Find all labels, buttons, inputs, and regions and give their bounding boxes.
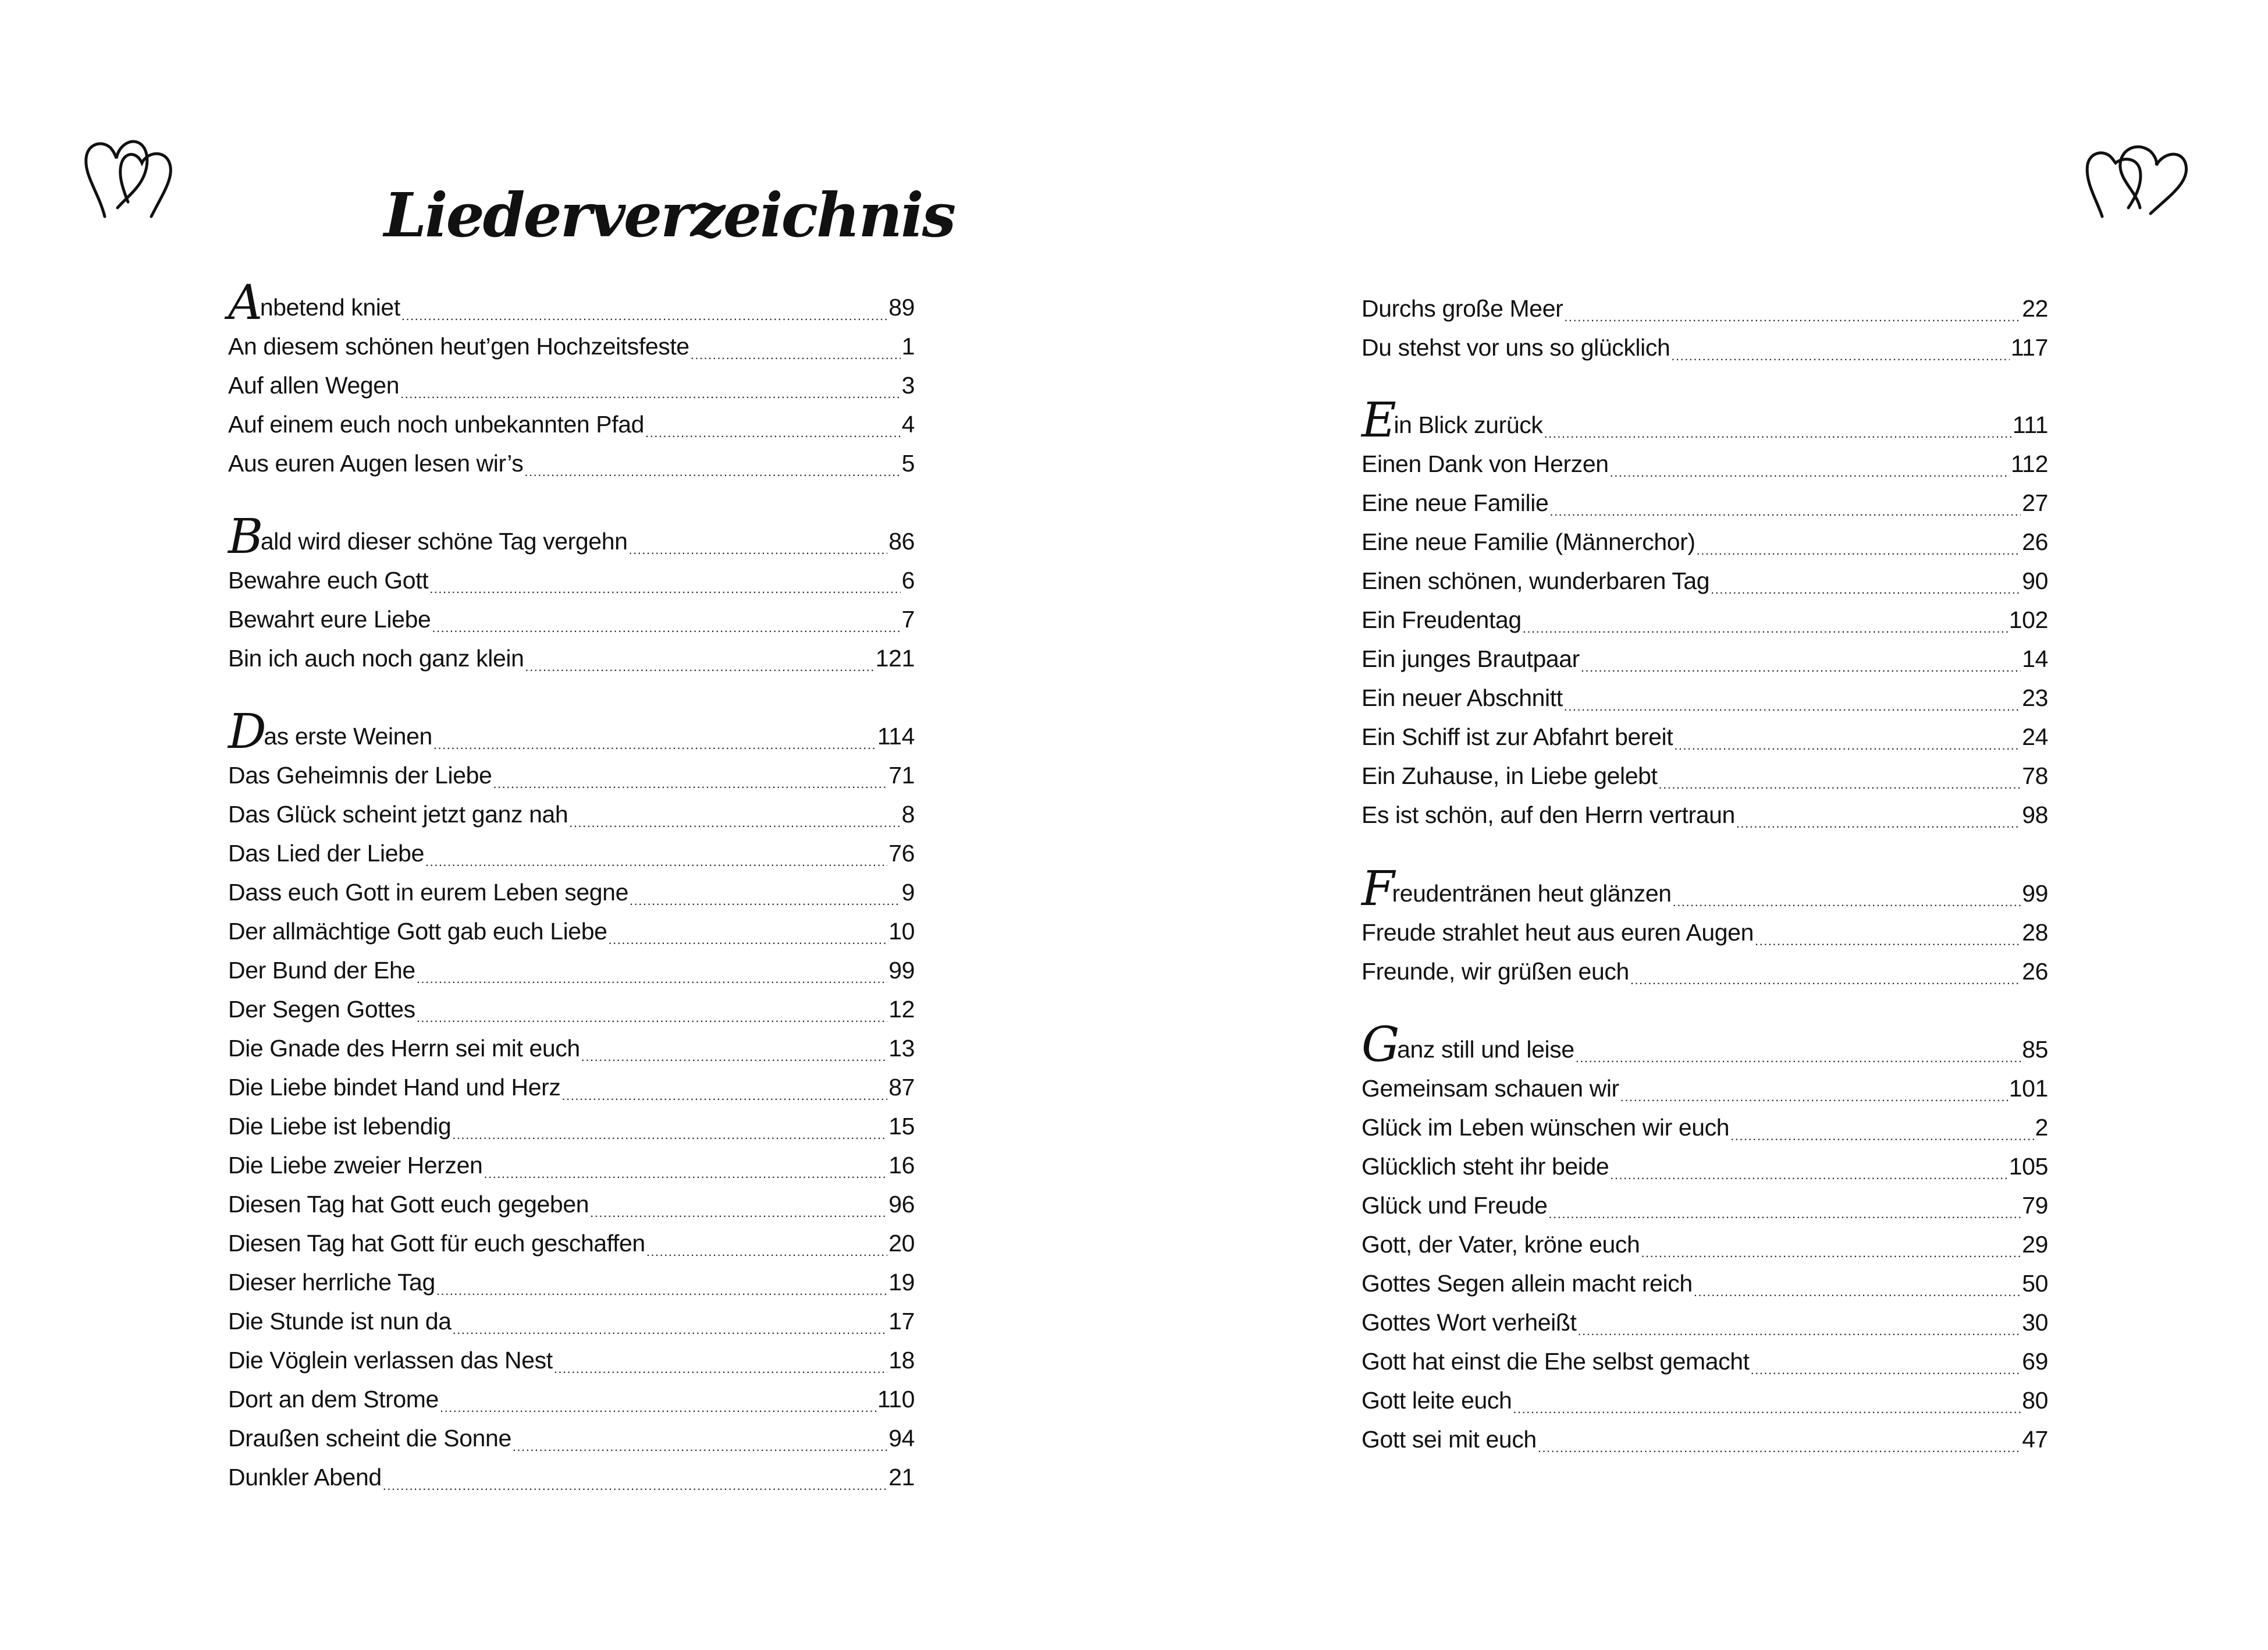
entry-title: Freude strahlet heut aus euren Augen — [1361, 919, 1754, 946]
page-number: 94 — [888, 1425, 915, 1452]
entry-title: An diesem schönen heut’gen Hochzeitsfeste — [228, 333, 689, 360]
entry-title-rest: anz still und leise — [1397, 1036, 1574, 1063]
entry-title: Ein junges Brautpaar — [1361, 645, 1580, 672]
entry-title: Gottes Wort verheißt — [1361, 1309, 1577, 1336]
entry-title: Das Lied der Liebe — [228, 840, 424, 867]
dot-leader — [569, 799, 900, 829]
entry-title: Auf einem euch noch unbekannten Pfad — [228, 411, 645, 438]
page-number: 90 — [2022, 567, 2048, 594]
toc-entry[interactable] — [228, 1297, 915, 1336]
page-number: 80 — [2022, 1387, 2048, 1414]
entry-title: Der allmächtige Gott gab euch Liebe — [228, 918, 607, 945]
toc-entry[interactable] — [1361, 518, 2048, 557]
dot-leader — [1730, 1112, 2034, 1142]
dot-leader — [401, 292, 887, 322]
toc-entry[interactable] — [228, 361, 915, 400]
entry-title: Diesen Tag hat Gott euch gegeben — [228, 1191, 589, 1218]
dot-leader — [524, 448, 900, 478]
dot-leader — [1674, 722, 2021, 752]
toc-entry[interactable] — [228, 1453, 915, 1492]
page-number: 7 — [901, 606, 915, 633]
toc-section — [1361, 861, 2048, 987]
page-number: 47 — [2022, 1426, 2048, 1453]
toc-entry[interactable] — [1361, 948, 2048, 987]
entry-title-rest: ald wird dieser schöne Tag vergehn — [260, 528, 628, 555]
toc-entry[interactable] — [228, 1336, 915, 1375]
toc-entry[interactable] — [228, 1180, 915, 1219]
toc-entry[interactable] — [228, 1414, 915, 1453]
page-number: 30 — [2022, 1309, 2048, 1336]
toc-entry[interactable] — [1361, 596, 2048, 635]
dot-leader — [1577, 1307, 2021, 1337]
toc-entry[interactable] — [228, 1258, 915, 1297]
toc-entry[interactable] — [1361, 1259, 2048, 1298]
double-hearts-icon — [81, 135, 198, 222]
entry-title — [1361, 393, 1543, 448]
page-number: 29 — [2022, 1231, 2048, 1258]
dot-leader — [513, 1423, 887, 1453]
page-number: 69 — [2022, 1348, 2048, 1375]
page-number: 99 — [2022, 880, 2048, 907]
dot-leader — [493, 760, 887, 790]
entry-title: Gott hat einst die Ehe selbst gemacht — [1361, 1348, 1750, 1375]
dot-leader — [1544, 410, 2011, 440]
entry-title: Die Stunde ist nun da — [228, 1308, 452, 1335]
entry-title: Durchs große Meer — [1361, 295, 1563, 322]
entry-title — [1361, 861, 1672, 917]
entry-title: Gott leite euch — [1361, 1387, 1512, 1414]
dot-leader — [629, 526, 888, 556]
page-number: 78 — [2022, 762, 2048, 789]
dot-leader — [425, 838, 887, 868]
entry-title: Draußen scheint die Sonne — [228, 1425, 511, 1452]
toc-entry[interactable] — [228, 985, 915, 1024]
entry-title-rest: as erste Weinen — [264, 723, 432, 750]
page-number: 20 — [888, 1230, 915, 1257]
toc-entry[interactable] — [1361, 1415, 2048, 1454]
entry-title — [1361, 1017, 1574, 1073]
toc-entry[interactable] — [1361, 861, 2048, 917]
toc-entry[interactable] — [228, 1063, 915, 1102]
toc-entry[interactable] — [1361, 393, 2048, 448]
toc-entry[interactable] — [228, 868, 915, 907]
drop-cap: E — [1361, 393, 1396, 448]
page-number: 1 — [901, 333, 915, 360]
page-number: 79 — [2022, 1192, 2048, 1219]
entry-title: Das Glück scheint jetzt ganz nah — [228, 801, 568, 828]
entry-title-rest: reudentränen heut glänzen — [1392, 880, 1672, 907]
entry-title: Gemeinsam schauen wir — [1361, 1075, 1619, 1102]
dot-leader — [440, 1384, 876, 1414]
entry-title: Dieser herrliche Tag — [228, 1269, 435, 1296]
entry-title: Die Liebe zweier Herzen — [228, 1152, 483, 1179]
entry-title: Ein Freudentag — [1361, 606, 1522, 633]
dot-leader — [1564, 683, 2021, 713]
toc-entry[interactable] — [1361, 635, 2048, 674]
entry-title: Auf allen Wegen — [228, 372, 400, 399]
dot-leader — [1549, 488, 2021, 518]
drop-cap: G — [1361, 1017, 1400, 1073]
toc-entry[interactable] — [228, 704, 915, 760]
entry-title: Die Liebe bindet Hand und Herz — [228, 1074, 561, 1101]
page-number: 114 — [877, 723, 915, 750]
entry-title: Ein Schiff ist zur Abfahrt bereit — [1361, 723, 1673, 750]
toc-entry[interactable] — [1361, 479, 2048, 518]
toc-entry[interactable] — [228, 275, 915, 331]
double-hearts-icon — [2082, 135, 2198, 222]
page-number: 28 — [2022, 919, 2048, 946]
page-number: 14 — [2022, 645, 2048, 672]
entry-title: Einen Dank von Herzen — [1361, 450, 1609, 477]
dot-leader — [417, 994, 887, 1024]
page-number: 9 — [901, 879, 915, 906]
dot-leader — [1523, 605, 2008, 635]
entry-title-rest: in Blick zurück — [1393, 411, 1543, 438]
toc-entry[interactable] — [1361, 1142, 2048, 1181]
page-number: 2 — [2035, 1114, 2048, 1141]
toc-entry[interactable] — [1361, 1103, 2048, 1142]
entry-title: Glücklich steht ihr beide — [1361, 1153, 1609, 1180]
dot-leader — [400, 370, 900, 400]
toc-entry[interactable] — [228, 1024, 915, 1063]
toc-entry[interactable] — [228, 1375, 915, 1414]
drop-cap: D — [228, 704, 266, 760]
page-number: 98 — [2022, 801, 2048, 828]
dot-leader — [581, 1033, 887, 1063]
entry-title: Glück und Freude — [1361, 1192, 1548, 1219]
dot-leader — [1564, 293, 2021, 324]
entry-title: Das Geheimnis der Liebe — [228, 762, 492, 789]
page-number: 16 — [888, 1152, 915, 1179]
dot-leader — [432, 604, 900, 634]
page-number: 21 — [888, 1464, 915, 1491]
toc-entry[interactable] — [228, 946, 915, 985]
entry-title: Der Segen Gottes — [228, 996, 415, 1023]
page-number: 5 — [901, 450, 915, 477]
page-number: 26 — [2022, 528, 2048, 555]
toc-entry[interactable] — [1361, 1376, 2048, 1415]
page-number: 23 — [2022, 684, 2048, 711]
dot-leader — [525, 643, 874, 673]
dot-leader — [554, 1345, 887, 1375]
entry-title: Bewahre euch Gott — [228, 567, 429, 594]
entry-title: Es ist schön, auf den Herrn vertraun — [1361, 801, 1735, 828]
entry-title: Gott, der Vater, kröne euch — [1361, 1231, 1640, 1258]
entry-title: Gott sei mit euch — [1361, 1426, 1537, 1453]
toc-entry[interactable] — [228, 322, 915, 361]
entry-title: Einen schönen, wunderbaren Tag — [1361, 567, 1710, 594]
page-number: 71 — [888, 762, 915, 789]
entry-title — [228, 509, 628, 565]
dot-leader — [1610, 449, 2010, 479]
dot-leader — [453, 1306, 888, 1336]
dot-leader — [484, 1150, 887, 1180]
toc-entry[interactable] — [1361, 909, 2048, 948]
entry-title: Du stehst vor uns so glücklich — [1361, 334, 1670, 361]
dot-leader — [562, 1072, 888, 1102]
page-number: 50 — [2022, 1270, 2048, 1297]
dot-leader — [1751, 1346, 2021, 1376]
drop-cap: B — [228, 509, 263, 565]
page-number: 99 — [888, 957, 915, 984]
page-number: 102 — [2009, 606, 2048, 633]
toc-entry[interactable] — [1361, 557, 2048, 596]
page-number: 121 — [875, 645, 915, 672]
dot-leader — [1538, 1424, 2021, 1454]
page-number: 22 — [2022, 295, 2048, 322]
page-number: 24 — [2022, 723, 2048, 750]
toc-entry[interactable] — [1361, 1337, 2048, 1376]
entry-title — [228, 704, 432, 760]
dot-leader — [433, 721, 876, 751]
entry-title: Die Vöglein verlassen das Nest — [228, 1347, 553, 1374]
toc-section — [1361, 393, 2048, 830]
toc-entry[interactable] — [228, 439, 915, 478]
toc-entry[interactable] — [228, 634, 915, 673]
entry-title: Eine neue Familie (Männerchor) — [1361, 528, 1695, 555]
toc-entry[interactable] — [228, 751, 915, 790]
page-number: 15 — [888, 1113, 915, 1140]
dot-leader — [630, 877, 901, 907]
page-number: 26 — [2022, 958, 2048, 985]
dot-leader — [1694, 1268, 2021, 1298]
dot-leader — [452, 1111, 887, 1141]
page-number: 105 — [2009, 1153, 2048, 1180]
dot-leader — [609, 916, 888, 946]
dot-leader — [1671, 332, 2009, 363]
entry-title: Der Bund der Ehe — [228, 957, 415, 984]
entry-title-rest: nbetend kniet — [259, 294, 400, 321]
page-number: 117 — [2010, 334, 2048, 361]
page-number: 111 — [2012, 411, 2048, 438]
entry-title: Dass euch Gott in eurem Leben segne — [228, 879, 628, 906]
page-number: 86 — [888, 528, 915, 555]
toc-section — [1361, 1017, 2048, 1454]
toc-entry[interactable] — [1361, 752, 2048, 791]
toc-entry[interactable] — [1361, 674, 2048, 713]
drop-cap: F — [1361, 861, 1395, 917]
page-number: 3 — [901, 372, 915, 399]
dot-leader — [1581, 644, 2021, 674]
page-number: 10 — [888, 918, 915, 945]
page-number: 6 — [901, 567, 915, 594]
dot-leader — [1736, 800, 2021, 830]
dot-leader — [1641, 1229, 2021, 1259]
toc-entry[interactable] — [1361, 440, 2048, 479]
page-number: 8 — [901, 801, 915, 828]
dot-leader — [1620, 1073, 2008, 1103]
page-number: 4 — [901, 411, 915, 438]
dot-leader — [1610, 1151, 2008, 1181]
page-number: 18 — [888, 1347, 915, 1374]
entry-title: Bin ich auch noch ganz klein — [228, 645, 524, 672]
entry-title: Freunde, wir grüßen euch — [1361, 958, 1629, 985]
dot-leader — [1659, 761, 2021, 791]
toc-entry[interactable] — [228, 829, 915, 868]
dot-leader — [417, 955, 887, 985]
page-number: 87 — [888, 1074, 915, 1101]
page-number: 89 — [888, 294, 915, 321]
page-number: 12 — [888, 996, 915, 1023]
dot-leader — [1513, 1385, 2021, 1415]
toc-entry[interactable] — [228, 790, 915, 829]
page-number: 13 — [888, 1035, 915, 1062]
dot-leader — [691, 331, 901, 361]
toc-entry[interactable] — [228, 1219, 915, 1258]
page-title: Liederverzeichnis — [384, 179, 955, 251]
entry-title: Diesen Tag hat Gott für euch geschaffen — [228, 1230, 645, 1257]
toc-section — [228, 275, 915, 478]
entry-title: Dort an dem Strome — [228, 1386, 439, 1413]
toc-entry[interactable] — [228, 907, 915, 946]
toc-entry[interactable] — [1361, 324, 2048, 363]
page-number: 101 — [2009, 1075, 2048, 1102]
page-number: 76 — [888, 840, 915, 867]
dot-leader — [1711, 566, 2021, 596]
dot-leader — [645, 409, 901, 439]
dot-leader — [1755, 917, 2021, 948]
entry-title: Glück im Leben wünschen wir euch — [1361, 1114, 1730, 1141]
entry-title: Bewahrt eure Liebe — [228, 606, 431, 633]
entry-title — [228, 275, 400, 331]
entry-title: Dunkler Abend — [228, 1464, 382, 1491]
toc-section — [228, 704, 915, 1492]
page-number: 112 — [2010, 450, 2048, 477]
dot-leader — [590, 1189, 887, 1219]
toc-entry[interactable] — [228, 1141, 915, 1180]
entry-title: Ein Zuhause, in Liebe gelebt — [1361, 762, 1658, 789]
entry-title: Die Gnade des Herrn sei mit euch — [228, 1035, 580, 1062]
toc-entry[interactable] — [1361, 713, 2048, 752]
toc-entry[interactable] — [1361, 1064, 2048, 1103]
page-number: 110 — [877, 1386, 915, 1413]
entry-title: Aus euren Augen lesen wir’s — [228, 450, 524, 477]
dot-leader — [383, 1462, 887, 1492]
dot-leader — [1673, 878, 2021, 909]
toc-entry[interactable] — [1361, 1181, 2048, 1220]
toc-entry[interactable] — [1361, 1017, 2048, 1073]
page-number: 19 — [888, 1269, 915, 1296]
toc-entry[interactable] — [228, 556, 915, 595]
page-number: 27 — [2022, 489, 2048, 516]
toc-entry[interactable] — [1361, 285, 2048, 324]
dot-leader — [646, 1228, 887, 1258]
toc-entry[interactable] — [1361, 791, 2048, 830]
dot-leader — [1549, 1190, 2021, 1220]
toc-entry[interactable] — [1361, 1220, 2048, 1259]
dot-leader — [1576, 1034, 2021, 1064]
entry-title: Ein neuer Abschnitt — [1361, 684, 1563, 711]
dot-leader — [1630, 956, 2021, 987]
toc-section — [1361, 285, 2048, 363]
toc-entry[interactable] — [228, 509, 915, 565]
entry-title: Eine neue Familie — [1361, 489, 1549, 516]
drop-cap: A — [228, 275, 262, 331]
toc-entry[interactable] — [228, 595, 915, 634]
dot-leader — [429, 565, 900, 595]
entry-title: Gottes Segen allein macht reich — [1361, 1270, 1693, 1297]
toc-entry[interactable] — [228, 1102, 915, 1141]
entry-title: Die Liebe ist lebendig — [228, 1113, 452, 1140]
page-number: 17 — [888, 1308, 915, 1335]
toc-entry[interactable] — [228, 400, 915, 439]
toc-entry[interactable] — [1361, 1298, 2048, 1337]
dot-leader — [1697, 527, 2021, 557]
page-number: 96 — [888, 1191, 915, 1218]
dot-leader — [436, 1267, 887, 1297]
page-number: 85 — [2022, 1036, 2048, 1063]
toc-section — [228, 509, 915, 673]
